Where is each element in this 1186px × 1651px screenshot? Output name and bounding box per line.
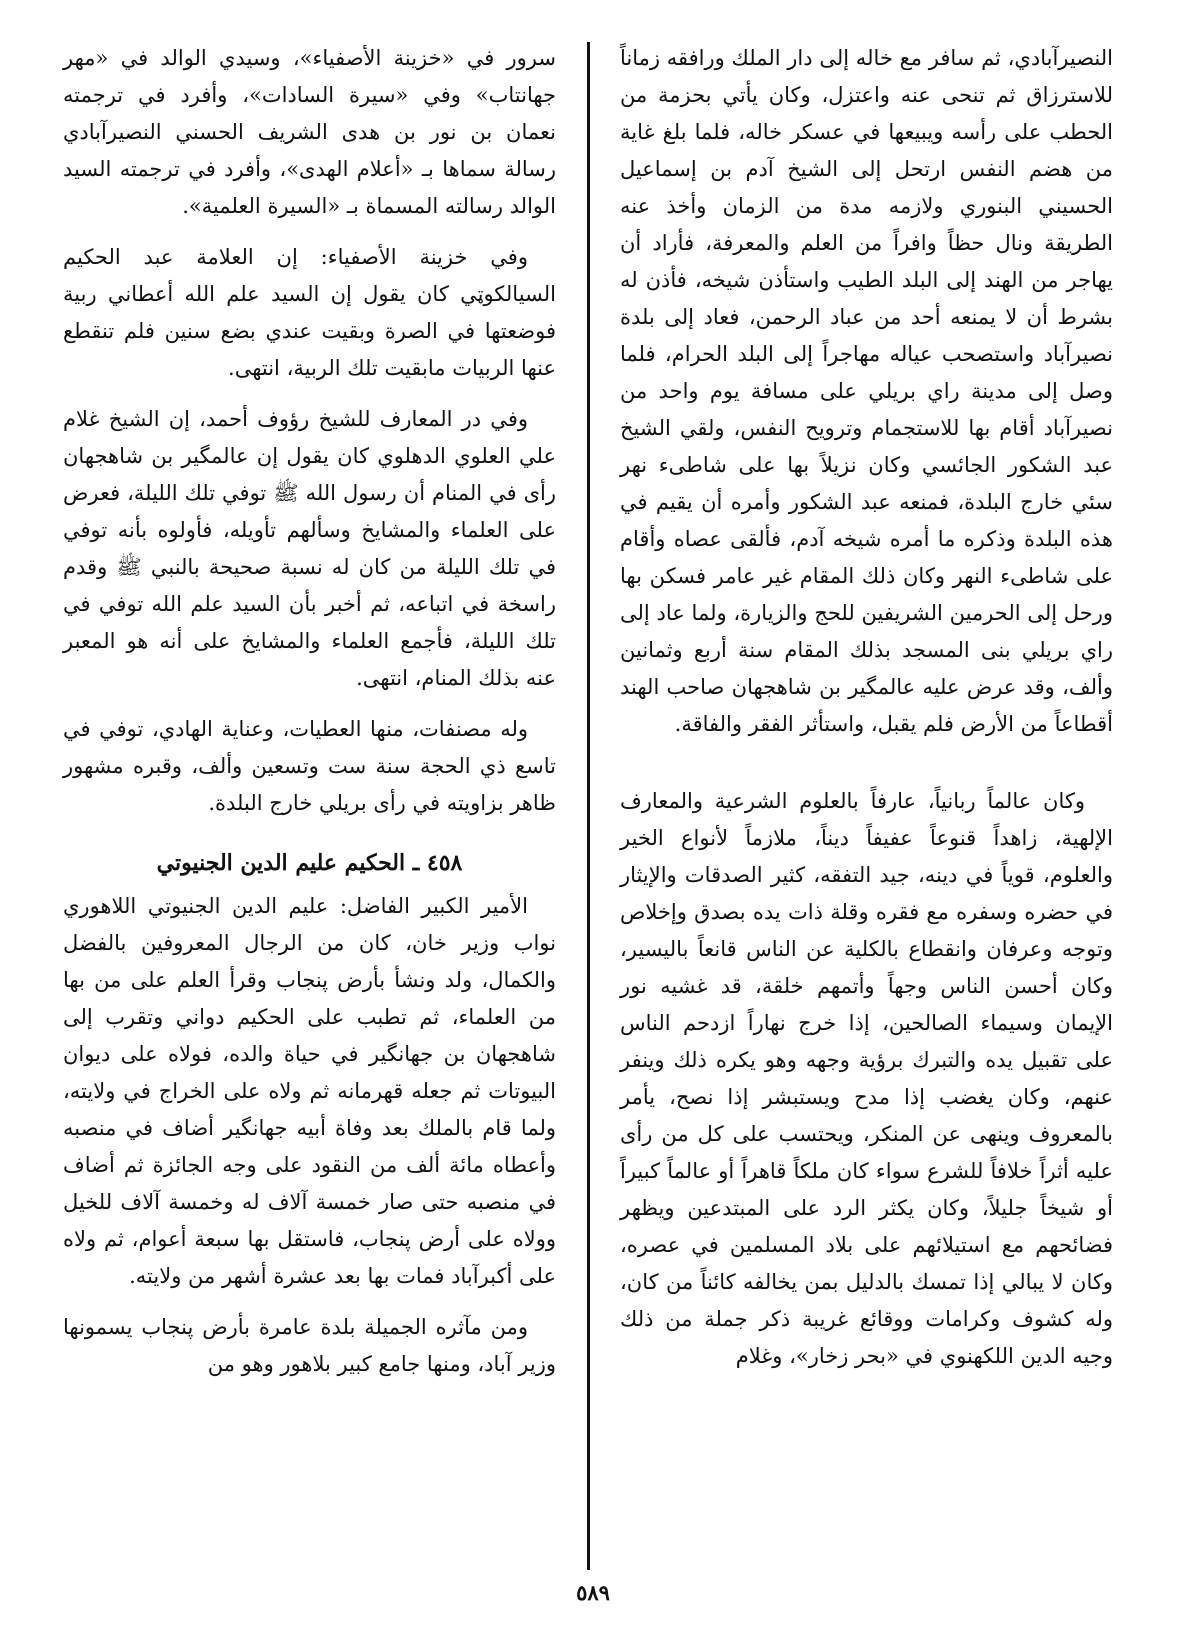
paragraph: وفي در المعارف للشيخ رؤوف أحمد، إن الشيخ غلام علي العلوي الدهلوي كان يقول إن عالمگير بن شاهجهان رأى في المنام أن رسول الله ﷺ توفي تلك الليلة، فعرض على العلماء والمشايخ وسألهم تأويله، فأولوه بأنه توفي في تلك الليلة من كان له نسبة صحيحة بالنبي ﷺ وقدم راسخة في اتباعه، ثم أخبر بأن السيد علم الله توفي في تلك الليلة، فأجمع العلماء والمشايخ على أنه هو المعبر عنه بذلك المنام، انتهى. (63, 407, 556, 690)
paragraph: وله مصنفات، منها العطيات، وعناية الهادي، توفي في تاسع ذي الحجة سنة ست وتسعين وألف، وقبره مشهور ظاهر بزاويته في رأى بريلي خارج البلدة. (63, 717, 556, 815)
right-column (620, 40, 1113, 1389)
paragraph: ومن مآثره الجميلة بلدة عامرة بأرض پنجاب يسمونها وزير آباد، ومنها جامع كبير بلاهور وهو من (63, 1315, 556, 1376)
paragraph: وفي خزينة الأصفياء: إن العلامة عبد الحكيم السيالكوټي كان يقول إن السيد علم الله أعطاني ربية فوضعتها في الصرة وبقيت عندي بضع سنين فلم تنقطع عنها الربيات مابقيت تلك الربية، انتهى. (63, 245, 556, 380)
paragraph: الأمير الكبير الفاضل: عليم الدين الجنيوتي اللاهوري نواب وزير خان، كان من الرجال المعروفين بالفضل والكمال، ولد ونشأ بأرض پنجاب وقرأ العلم على من بها من العلماء، ثم تطبب على الحكيم دواني وتقرب إلى شاهجهان بن جهانگير في حياة والده، فولاه على ديوان البيوتات ثم جعله قهرمانه ثم ولاه على الخراج في ولايته، ولما قام بالملك بعد وفاة أبيه جهانگير أضاف في منصبه وأعطاه مائة ألف من النقود على وجه الجائزة ثم أضاف في منصبه حتى صار خمسة آلاف له وخمسة آلاف للخيل وولاه على أرض پنجاب، فاستقل بها سبعة أعوام، ثم ولاه على أكبرآباد فمات بها بعد عشرة أشهر من ولايته. (63, 894, 556, 1288)
section-heading: ٤٥٨ ـ الحكيم عليم الدين الجنيوتي (156, 850, 463, 876)
page-number: ٥٨٩ (576, 1580, 610, 1605)
paragraph: وكان عالماً ربانياً، عارفاً بالعلوم الشرعية والمعارف الإلهية، زاهداً قنوعاً عفيفاً ديناً، ملازماً لأنواع الخير والعلوم، قوياً في دينه، جيد التفقه، كثير الصدقات والإيثار في حضره وسفره مع فقره وقلة ذات يده بصدق وإخلاص وتوجه وعرفان وانقطاع بالكلية عن الناس قانعاً باليسير، وكان أحسن الناس وجهاً وأتمهم خلقة، قد غشيه نور الإيمان وسيماء الصالحين، إذا خرج نهاراً ازدحم الناس على تقبيل يده والتبرك برؤية وجهه وهو يكره ذلك وينفر عنهم، وكان يغضب إذا مدح ويستبشر إذا نصح، يأمر بالمعروف وينهى عن المنكر، ويحتسب على كل من رأى عليه أثراً خلافاً للشرع سواء كان ملكاً قاهراً أو عالماً كبيراً أو شيخاً جليلاً، وكان يكثر الرد على المبتدعين ويظهر فضائحهم مع استيلائهم على بلاد المسلمين في عصره، وكان لا يبالي إذا تمسك بالدليل بمن يخالفه كائناً من كان، وله كشوف وكرامات ووقائع غريبة ذكر جملة من ذلك وجيه الدين اللكهنوي في «بحر زخار»، وغلام (620, 789, 1113, 1368)
paragraph: سرور في «خزينة الأصفياء»، وسيدي الوالد في «مهر جهانتاب» وفي «سيرة السادات»، وأفرد في ترجمته نعمان بن نور بن هدى الشريف الحسني النصيرآبادي رسالة سماها بـ «أعلام الهدى»، وأفرد في ترجمته السيد الوالد رسالته المسماة بـ «السيرة العلمية». (63, 46, 556, 218)
column-divider (587, 42, 590, 1570)
left-column (63, 40, 556, 1397)
paragraph: النصيرآبادي، ثم سافر مع خاله إلى دار الملك ورافقه زماناً للاسترزاق ثم تنحى عنه واعتزل، وكان يأتي بحزمة من الحطب على رأسه ويبيعها في عسكر خاله، فلما بلغ غاية من هضم النفس ارتحل إلى الشيخ آدم بن إسماعيل الحسيني البنوري ولازمه مدة من الزمان وأخذ عنه الطريقة ونال حظاً وافراً من العلم والمعرفة، فأراد أن يهاجر من الهند إلى البلد الطيب واستأذن شيخه، فأذن له بشرط أن لا يمنعه أحد من عباد الرحمن، فعاد إلى بلدة نصيرآباد واستصحب عياله مهاجراً إلى البلد الحرام، فلما وصل إلى مدينة راي بريلي على مسافة يوم واحد من نصيرآباد أقام بها للاستجمام وترويح النفس، ولقي الشيخ عبد الشكور الجائسي وكان نزيلاً بها على شاطىء نهر سئي خارج البلدة، فمنعه عبد الشكور وأمره أن يقيم في هذه البلدة وذكره ما أمره شيخه آدم، فألقى عصاه وأقام على شاطىء النهر وكان ذلك المقام غير عامر فسكن بها ورحل إلى الحرمين الشريفين للحج والزيارة، ولما عاد إلى راي بريلي بنى المسجد بذلك المقام سنة أربع وثمانين وألف، وقد عرض عليه عالمگير بن شاهجهان صاحب الهند أقطاعاً من الأرض فلم يقبل، واستأثر الفقر والفاقة. (620, 46, 1113, 736)
